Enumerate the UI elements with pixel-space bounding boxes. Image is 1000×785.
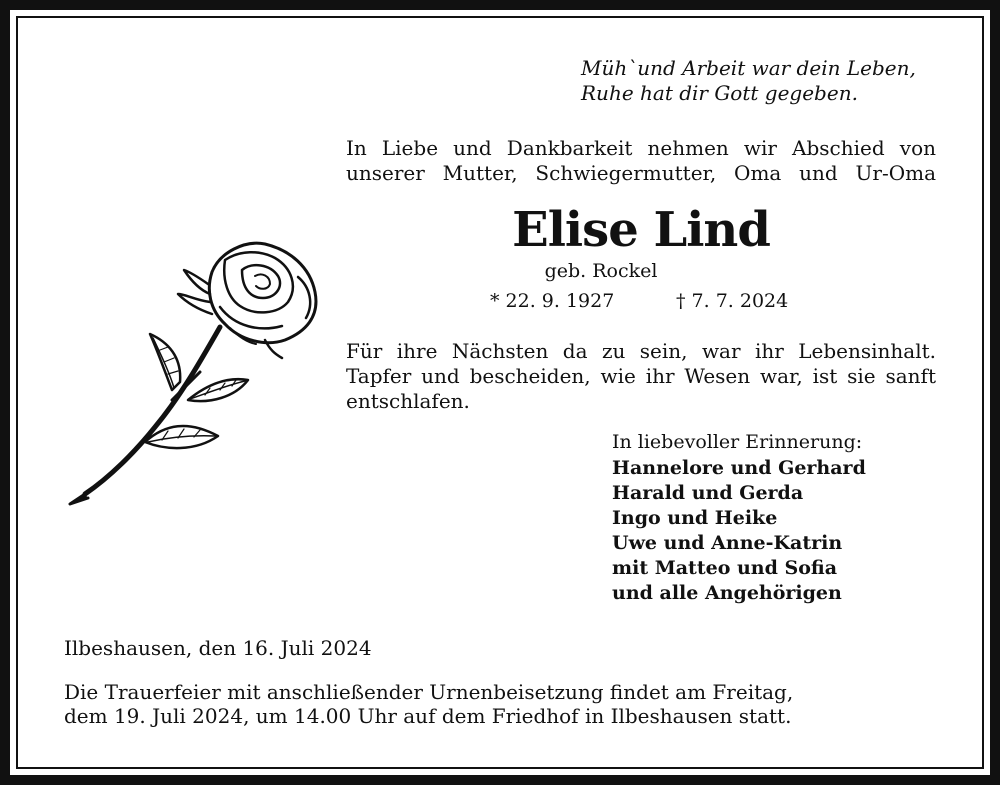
funeral-line-1: Die Trauerfeier mit anschließender Urnenbeisetzung findet am Freitag, bbox=[64, 680, 794, 704]
verse bbox=[581, 56, 916, 106]
rose-icon bbox=[60, 232, 330, 517]
intro-line-2: unserer Mutter, Schwiegermutter, Oma und Ur-Oma bbox=[346, 161, 936, 185]
mourner-name: Uwe und Anne-Katrin bbox=[612, 532, 843, 554]
mourner-name: mit Matteo und Sofia bbox=[612, 557, 838, 579]
intro-line-1: In Liebe und Dankbarkeit nehmen wir Abschied von bbox=[346, 136, 936, 160]
funeral-line-2: dem 19. Juli 2024, um 14.00 Uhr auf dem Friedhof in Ilbeshausen statt. bbox=[64, 704, 792, 728]
verse-line-1: Müh`und Arbeit war dein Leben, bbox=[581, 56, 916, 80]
birth-date: * 22. 9. 1927 bbox=[490, 290, 615, 312]
tribute-line-1: Für ihre Nächsten da zu sein, war ihr Lebensinhalt. bbox=[346, 339, 936, 363]
maiden-name: geb. Rockel bbox=[544, 260, 658, 282]
mourner-name: Hannelore und Gerhard bbox=[612, 457, 866, 479]
mourners-heading: In liebevoller Erinnerung: bbox=[612, 431, 863, 453]
verse-line-2: Ruhe hat dir Gott gegeben. bbox=[581, 81, 858, 105]
place-date: Ilbeshausen, den 16. Juli 2024 bbox=[64, 636, 372, 660]
deceased-name: Elise Lind bbox=[512, 202, 770, 258]
mourners-list bbox=[612, 456, 866, 606]
tribute-text bbox=[346, 339, 936, 414]
mourner-name: und alle Angehörigen bbox=[612, 582, 842, 604]
intro-text bbox=[346, 136, 936, 186]
death-date: † 7. 7. 2024 bbox=[676, 290, 789, 312]
tribute-line-3: entschlafen. bbox=[346, 389, 470, 413]
funeral-info bbox=[64, 680, 793, 728]
mourner-name: Harald und Gerda bbox=[612, 482, 804, 504]
mourner-name: Ingo und Heike bbox=[612, 507, 778, 529]
tribute-line-2: Tapfer und bescheiden, wie ihr Wesen war, ist sie sanft bbox=[346, 364, 936, 388]
